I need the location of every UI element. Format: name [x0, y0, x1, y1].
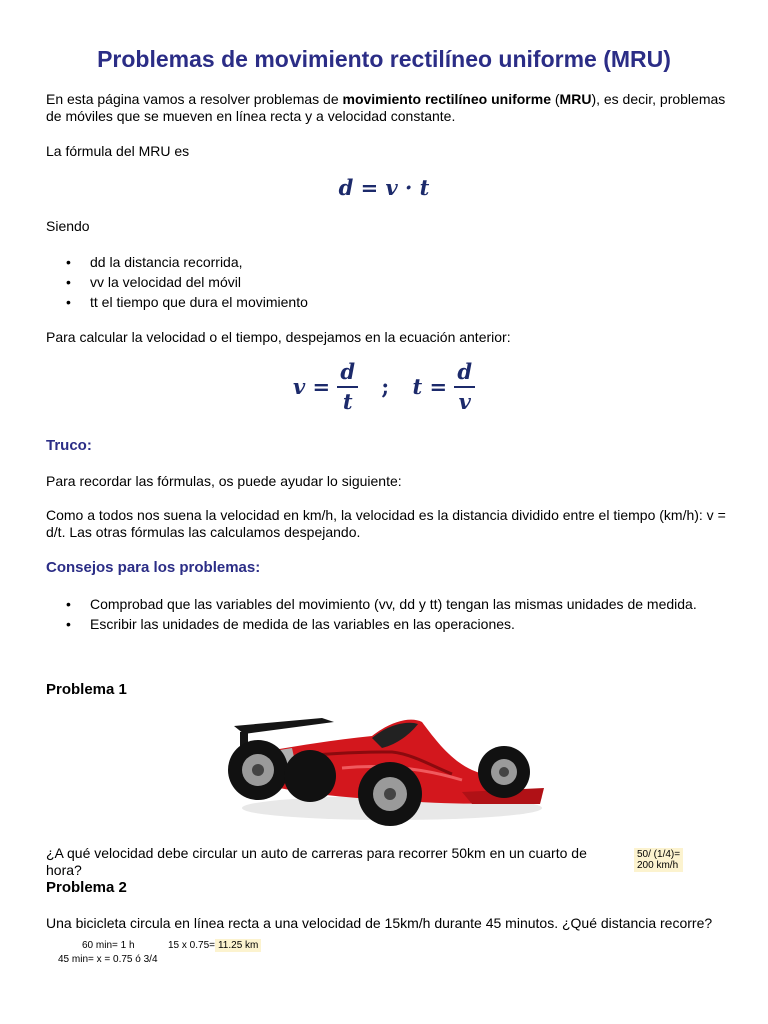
consejos-list	[46, 594, 746, 634]
intro-bold-mru: MRU	[559, 91, 592, 107]
intro-bold-mru-name: movimiento rectilíneo uniforme	[342, 91, 551, 107]
page-title: Problemas de movimiento rectilíneo uniforme (MRU)	[97, 46, 671, 72]
list-item: • Escribir las unidades de medida de las variables en las operaciones.	[46, 614, 746, 634]
race-car-illustration	[222, 708, 548, 830]
intro-paragraph	[46, 91, 736, 125]
problema2-note-c-result: 11.25 km	[215, 939, 261, 952]
intro-text-end: ), es decir, problemas de móviles que se mueven en línea recta y a velocidad constante.	[46, 91, 726, 124]
truco-line1: Para recordar las fórmulas, os puede ayudar lo siguiente:	[46, 473, 402, 489]
formula-main: d = v · t	[338, 175, 430, 200]
formula-v-fraction	[337, 360, 358, 414]
problema1-question: ¿A qué velocidad debe circular un auto de carreras para recorrer 50km en un cuarto de hora?	[46, 845, 587, 878]
formula-t-denominator: v	[458, 389, 471, 414]
truco-heading: Truco:	[46, 437, 92, 454]
problema2-note-c	[168, 940, 261, 951]
intro-text-mid: (	[550, 91, 560, 107]
problema1-note	[634, 848, 683, 872]
list-item: • Comprobad que las variables del movimiento (vv, dd y tt) tengan las mismas unidades de medida.	[46, 594, 746, 614]
formula-v-numerator: d	[337, 360, 358, 388]
formula-t-fraction	[454, 360, 475, 414]
intro-text-start: En esta página vamos a resolver problemas de	[46, 91, 343, 107]
list-item: • tt el tiempo que dura el movimiento	[46, 292, 736, 312]
problema2-note-c-pre: 15 x 0.75=	[168, 940, 215, 951]
problema1-note-line2: 200 km/h	[637, 860, 679, 871]
formula-t-numerator: d	[454, 360, 475, 388]
problema2-question: Una bicicleta circula en línea recta a una velocidad de 15km/h durante 45 minutos. ¿Qué distancia recorre?	[46, 915, 713, 931]
formula-v-lhs: v =	[292, 374, 331, 399]
problema2-note-b: 45 min= x = 0.75 ó 3/4	[58, 954, 158, 965]
problema2-heading: Problema 2	[46, 879, 127, 896]
truco-line2: Como a todos nos suena la velocidad en km/h, la velocidad es la distancia dividido entre el tiempo (km/h): v = d/t. Las otras fórmulas las calculamos despejando.	[46, 507, 726, 540]
problema2-note-a: 60 min= 1 h	[82, 940, 135, 951]
race-car-icon	[222, 708, 548, 830]
despeje-text: Para calcular la velocidad o el tiempo, despejamos en la ecuación anterior:	[46, 329, 511, 345]
formula-t-lhs: t =	[412, 374, 448, 399]
formula-intro: La fórmula del MRU es	[46, 143, 190, 159]
siendo-text: Siendo	[46, 218, 90, 234]
variables-list	[46, 252, 736, 312]
list-item: • vv la velocidad del móvil	[46, 272, 736, 292]
formula-derived	[0, 360, 768, 414]
problema1-note-line1: 50/ (1/4)=	[637, 849, 681, 860]
list-item: • dd la distancia recorrida,	[46, 252, 736, 272]
formula-separator: ;	[381, 374, 390, 399]
formula-v-denominator: t	[342, 389, 353, 414]
consejos-heading: Consejos para los problemas:	[46, 559, 261, 576]
problema1-heading: Problema 1	[46, 681, 127, 698]
